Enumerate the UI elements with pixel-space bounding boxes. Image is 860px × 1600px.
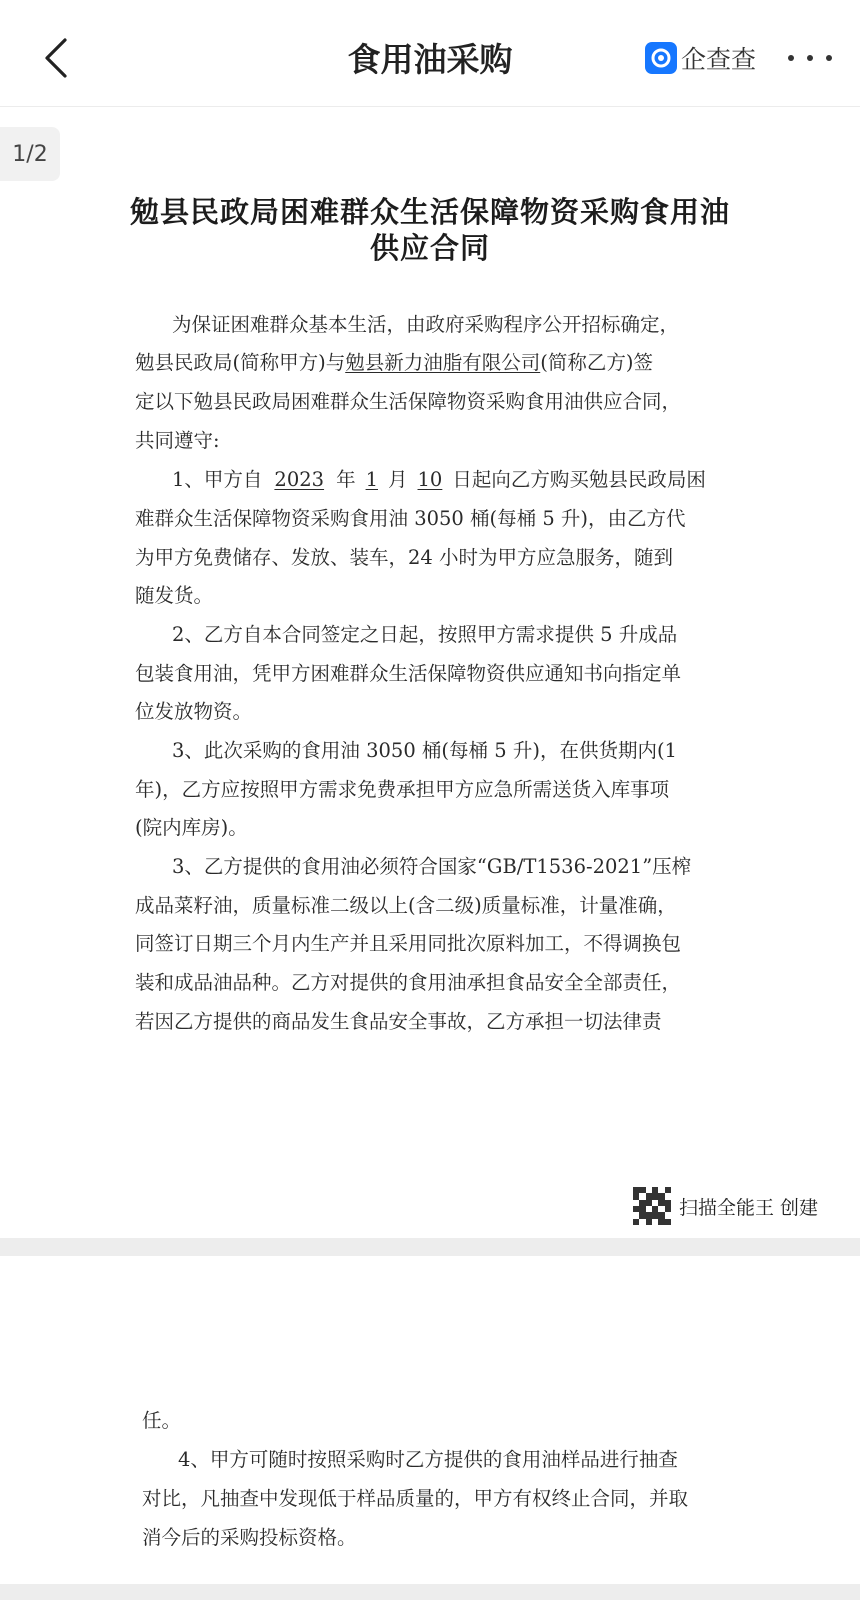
clause-2-line: 2、乙方自本合同签定之日起，按照甲方需求提供 5 升成品: [172, 623, 678, 646]
document-title-line2: 供应合同: [369, 231, 490, 265]
page-title: 食用油采购: [347, 40, 513, 79]
clause-1-line: 难群众生活保障物资采购食用油 3050 桶(每桶 5 升)，由乙方代: [135, 507, 686, 530]
qichacha-logo-icon: [645, 42, 677, 74]
intro-line: 定以下勉县民政局困难群众生活保障物资采购食用油供应合同，: [135, 390, 682, 413]
clause-4-line: 4、甲方可随时按照采购时乙方提供的食用油样品进行抽查: [178, 1448, 678, 1471]
intro-line: 共同遵守:: [135, 429, 220, 452]
clause-3b-line: 若因乙方提供的商品发生食品安全事故，乙方承担一切法律责: [135, 1010, 662, 1033]
intro-line: 为保证困难群众基本生活，由政府采购程序公开招标确定，: [172, 313, 680, 336]
brand-name: 企查查: [681, 45, 757, 74]
intro-line: 勉县民政局(简称甲方)与勉县新力油脂有限公司(简称乙方)签: [135, 351, 653, 374]
qr-code-icon: [633, 1187, 671, 1225]
clause-1-line: 随发货。: [135, 584, 214, 607]
more-dots-icon[interactable]: [788, 44, 832, 72]
clause-3a-line: 3、此次采购的食用油 3050 桶(每桶 5 升)，在供货期内(1: [172, 739, 677, 762]
clause-3a-line: (院内库房)。: [135, 816, 248, 839]
clause-3b-line: 装和成品油品种。乙方对提供的食用油承担食品安全全部责任，: [135, 971, 682, 994]
clause-3a-line: 年)，乙方应按照甲方需求免费承担甲方应急所需送货入库事项: [135, 778, 670, 801]
clause-2-line: 位发放物资。: [135, 700, 253, 723]
scanner-mark-text: 扫描全能王 创建: [679, 1196, 819, 1219]
brand-link[interactable]: [645, 40, 756, 76]
scanner-watermark: [633, 1186, 818, 1226]
top-nav-bar: [0, 0, 860, 107]
contract-month: 1: [365, 468, 378, 491]
document-title-line1: 勉县民政局困难群众生活保障物资采购食用油: [129, 195, 730, 229]
clause-3b-line: 同签订日期三个月内生产并且采用同批次原料加工，不得调换包: [135, 932, 682, 955]
clause-3b-line: 3、乙方提供的食用油必须符合国家“GB/T1536-2021”压榨: [172, 855, 692, 878]
page-divider: [0, 1584, 860, 1600]
clause-4-line: 消今后的采购投标资格。: [142, 1526, 357, 1549]
supplier-name: 勉县新力油脂有限公司: [345, 351, 541, 374]
clause-1-line: 为甲方免费储存、发放、装车，24 小时为甲方应急服务，随到: [135, 546, 674, 569]
clause-1-line: 1、甲方自 2023 年 1 月 10 日起向乙方购买勉县民政局困: [172, 468, 706, 491]
contract-day: 10: [417, 468, 443, 491]
clause-3b-line: 成品菜籽油，质量标准二级以上(含二级)质量标准，计量准确，: [135, 894, 677, 917]
page-divider: [0, 1238, 860, 1256]
clause-2-line: 包装食用油，凭甲方困难群众生活保障物资供应通知书向指定单: [135, 662, 682, 685]
contract-year: 2023: [274, 468, 325, 491]
page2-line: 任。: [142, 1409, 182, 1432]
page-indicator: 1/2: [0, 127, 60, 181]
clause-4-line: 对比，凡抽查中发现低于样品质量的，甲方有权终止合同，并取: [142, 1487, 689, 1510]
